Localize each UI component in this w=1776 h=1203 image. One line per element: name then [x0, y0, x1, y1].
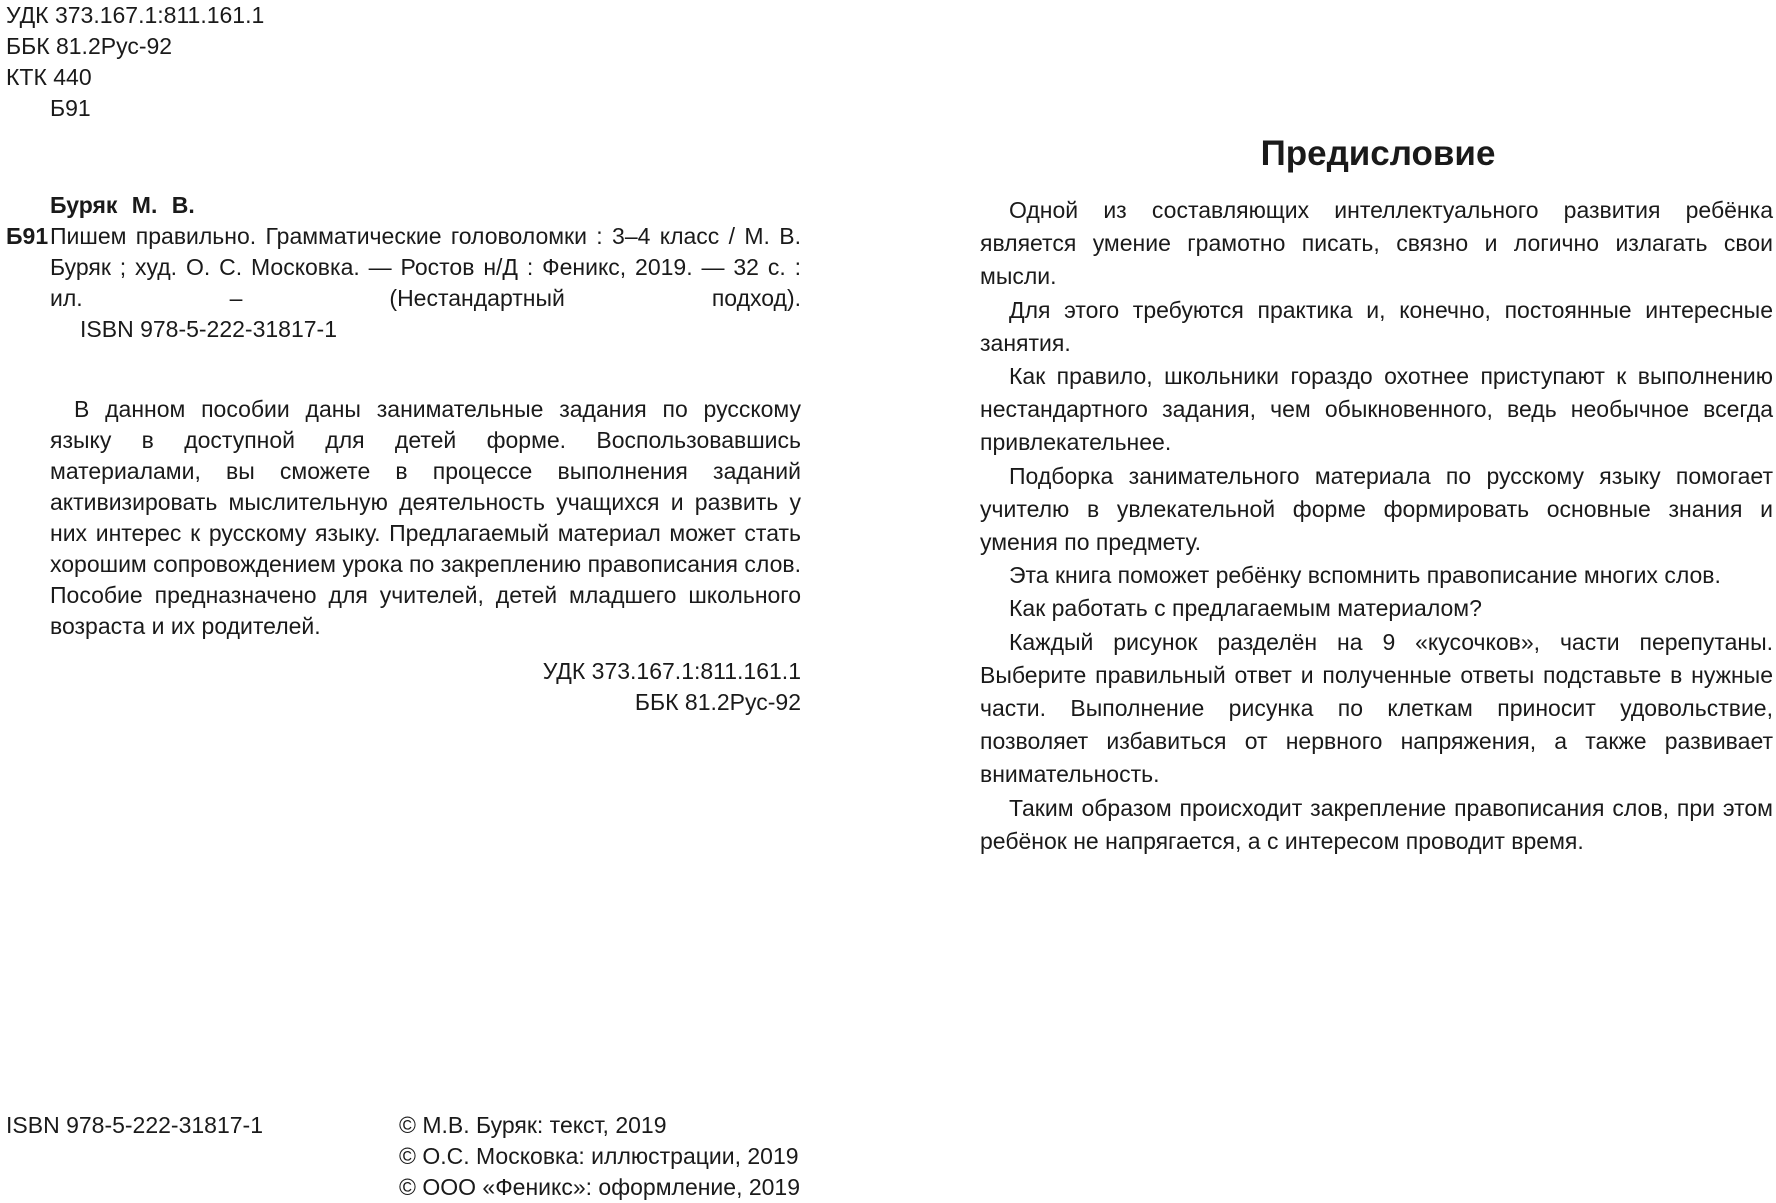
copyright-line: © О.С. Московка: иллюстрации, 2019: [399, 1143, 799, 1169]
udk-code-right: УДК 373.167.1:811.161.1: [542, 658, 801, 684]
preface-body: [980, 194, 1773, 858]
bbk-code: ББК 81.2Рус-92: [6, 33, 173, 59]
preface-title: Предисловие: [1260, 134, 1496, 173]
record-isbn: ISBN 978-5-222-31817-1: [80, 316, 337, 342]
record-body: [6, 221, 801, 314]
copyright-list: [399, 1110, 800, 1203]
annotation: В данном пособии даны занимательные задания по русскому языку в доступной для детей форме. Воспользовавшись материалами, вы сможете в процессе выполнения заданий активизировать мыслительную деятельность учащихся и развить у них интерес к русскому языку. Предлагаемый материал может стать хорошим сопровождением урока по закреплению правописания слов. Пособие предназначено для учителей, детей младшего школьного возраста и их родителей.: [50, 396, 801, 639]
isbn-footer: ISBN 978-5-222-31817-1: [6, 1112, 263, 1138]
author-name: Буряк М. В.: [50, 192, 195, 218]
author-mark: Б91: [50, 95, 91, 121]
preface-paragraph: Как работать с предлагаемым материалом?: [1009, 595, 1482, 622]
preface-paragraph: Как правило, школьники гораздо охотнее приступают к выполнению нестандартного задания, чем обыкновенного, ведь необычное всегда привлекательнее.: [980, 363, 1773, 456]
preface-paragraph: Одной из составляющих интеллектуального развития ребёнка является умение грамотно писать, связно и логично излагать свои мысли.: [980, 197, 1773, 290]
ktk-code: КТК 440: [6, 64, 92, 90]
record-description-text: Пишем правильно. Грамматические головоломки : 3–4 класс / М. В. Буряк ; худ. О. С. Московка. — Ростов н/Д : Феникс, 2019. — 32 с. : ил. – (Нестандартный подход).: [50, 223, 801, 311]
record-description: [6, 221, 801, 314]
preface-paragraph: Каждый рисунок разделён на 9 «кусочков», части перепутаны. Выберите правильный ответ и полученные ответы подставьте в нужные части. Выполнение рисунка по клеткам приносит удовольствие, позволяет избавиться от нервного напряжения, а также развивает внимательность.: [980, 628, 1773, 788]
copyright-line: © ООО «Феникс»: оформление, 2019: [399, 1174, 801, 1200]
preface-paragraph: Таким образом происходит закрепление правописания слов, при этом ребёнок не напрягается, а с интересом проводит время.: [980, 794, 1773, 854]
preface-paragraph: Для этого требуются практика и, конечно, постоянные интересные занятия.: [980, 296, 1773, 356]
record-code: Б91: [6, 223, 49, 249]
bibliographic-record: [6, 190, 801, 345]
classification-right: [543, 656, 801, 718]
bbk-code-right: ББК 81.2Рус-92: [634, 689, 801, 715]
udk-code: УДК 373.167.1:811.161.1: [6, 2, 265, 28]
classification-block: [6, 0, 264, 124]
copyright-line: © М.В. Буряк: текст, 2019: [399, 1112, 667, 1138]
preface-paragraph: Подборка занимательного материала по русскому языку помогает учителю в увлекательной форме формировать основные знания и умения по предмету.: [980, 462, 1773, 556]
preface-paragraph: Эта книга поможет ребёнку вспомнить правописание многих слов.: [1009, 562, 1721, 589]
